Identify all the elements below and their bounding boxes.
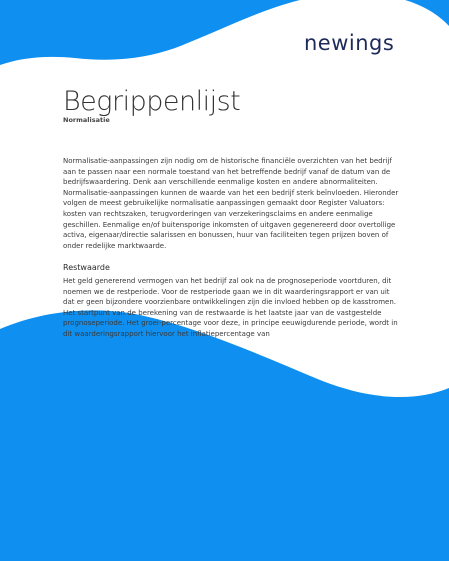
document-content [63,156,401,340]
section-heading: Restwaarde [63,263,110,273]
brand-logo [304,31,394,55]
section-paragraph: Het geld genererend vermogen van het bedrijf zal ook na de prognoseperiode voortduren, dit noemen we de restperiode. Voor de restperiode gaan we in dit waarderingsrapport er van uit dat er geen bijzondere voorzienbare ontwikkelingen zijn die invloed hebben op de kasstromen. Het startpunt van de berekening van de restwaarde is het laatste jaar van de vastgestelde prognoseperiode. Het groei-percentage voor deze, in principe eeuwigdurende periode, wordt in dit waarderingsrapport hiervoor het inflatiepercentage van [63,276,398,338]
page-title: Begrippenlijst [63,86,241,117]
bottom-wave-shape [0,310,449,561]
top-right-wave-shape [405,0,449,26]
top-wave-shape [0,0,300,65]
logo-text: newings [304,31,395,55]
page-subtitle: Normalisatie [63,116,110,124]
intro-paragraph: Normalisatie-aanpassingen zijn nodig om de historische financiële overzichten van het bedrijf aan te passen naar een normale toestand van het betreffende bedrijf vanaf de datum van de bedrijfswaardering. Denk aan verschillende eenmalige kosten en andere abnormaliteiten. Normalisatie-aanpassingen kunnen de waarde van het een bedrijf sterk beïnvloeden. Hieronder volgen de meest gebruikelijke normalisatie aanpassingen gemaakt door Register Valuators: kosten van rechtszaken, terugvorderingen van verzekeringsclaims en andere eenmalige geschillen. Eenmalige en/of buitensporige inkomsten of uitgaven gegenereerd door overtollige activa, eigenaar/directie salarissen en bonussen, huur van faciliteiten tegen prijzen boven of onder redelijke marktwaarde. [63,157,399,250]
